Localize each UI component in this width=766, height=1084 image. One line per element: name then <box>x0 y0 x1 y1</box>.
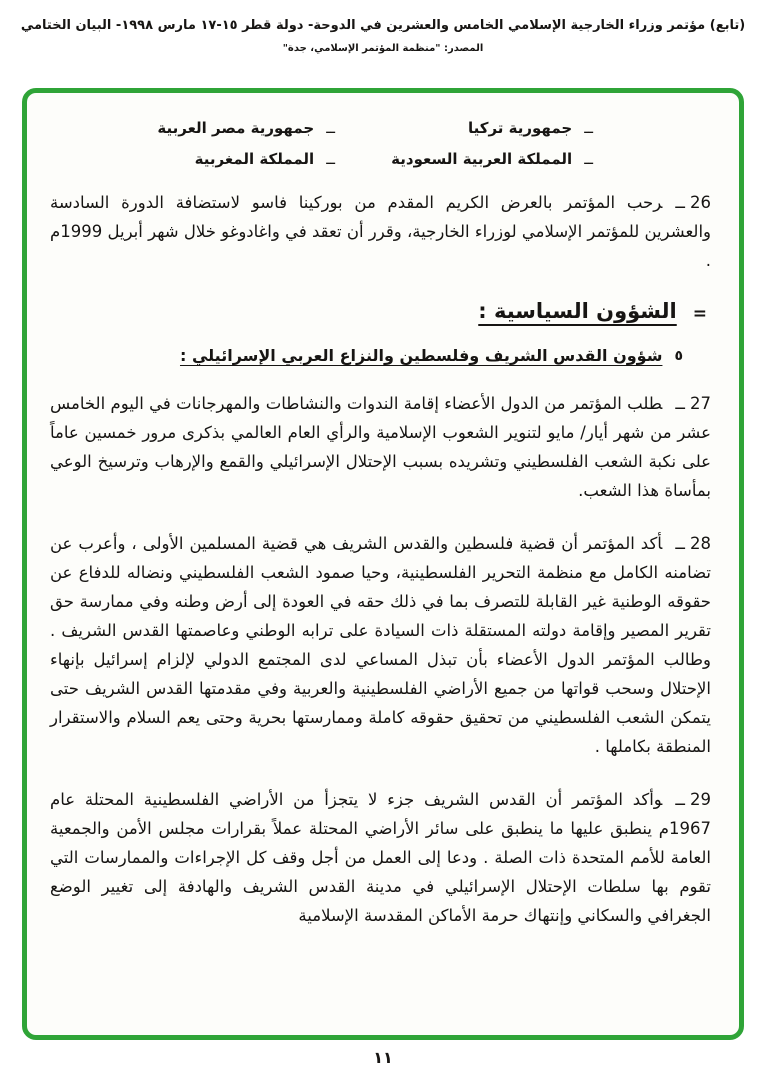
country-name: جمهورية تركيا <box>468 119 573 137</box>
content-frame <box>22 88 744 1040</box>
item-number: 29 <box>690 790 711 809</box>
item-text: أكد المؤتمر أن قضية فلسطين والقدس الشريف هي قضية المسلمين الأولى ، وأعرب عن تضامنه الكامل مع منظمة التحرير الفلسطينية، وحيا صمود الشعب الفلسطيني ونضاله للدفاع عن حقوقه الوطنية غير القابلة للتصرف بما في ذلك حقه في العودة إلى أرض وطنه وفي ممارسة حق تقرير المصير وإقامة دولته المستقلة ذات السيادة على ترابه الوطني وعاصمتها القدس الشريف . وطالب المؤتمر الدول الأعضاء بأن تبذل المساعي لدى المجتمع الدولي لإلزام إسرائيل بإنهاء الإحتلال وسحب قواتها من جميع الأراضي الفلسطينية والعربية وفي مقدمتها القدس الشريف حتى يتمكن الشعب الفلسطيني من تحقيق حقوقه كاملة وممارستها بحرية وحتى يعم السلام والاستقرار المنطقة بكاملها . <box>50 534 711 756</box>
header-title-line: (تابع) مؤتمر وزراء الخارجية الإسلامي الخامس والعشرين في الدوحة- دولة قطر ١٥-١٧ مارس ١٩٩٨- البيان الختامي <box>20 18 746 33</box>
item-text: طلب المؤتمر من الدول الأعضاء إقامة الندوات والنشاطات والمهرجانات في اليوم الخامس عشر من شهر أيار/ مايو لتنوير الشعوب الإسلامية والرأي العام العالمي بذكرى مرور خمسين عاماً على نكبة الشعب الفلسطيني وتشريده بسبب الإحتلال الإسرائيلي والقمع والإرهاب وترسيخ الوعي بمأساة هذا الشعب. <box>50 394 711 500</box>
item-27 <box>50 389 711 505</box>
subsection-marker: ٥ <box>674 347 683 364</box>
header-source-line: المصدر: "منظمة المؤتمر الإسلامي، جدة" <box>282 43 484 54</box>
page-footer <box>0 1048 766 1067</box>
item-number: 28 <box>690 534 711 553</box>
item-text: وأكد المؤتمر أن القدس الشريف جزء لا يتجزأ من الأراضي الفلسطينية المحتلة عام 1967م ينطبق عليها ما ينطبق على سائر الأراضي المحتلة عملاً بقرارات مجلس الأمن والجمعية العامة للأمم المتحدة ذات الصلة . ودعا إلى العمل من أجل وقف كل الإجراءات والممارسات التي تقوم بها سلطات الإحتلال الإسرائيلي في مدينة القدس الشريف والهادفة إلى تغيير الوضع الجغرافي والسكاني وإنتهاك حرمة الأماكن المقدسة الإسلامية <box>50 790 711 925</box>
country-entry-egypt <box>50 119 335 137</box>
section-marker: = <box>692 304 707 324</box>
item-dash-marker: ــ <box>675 790 685 809</box>
country-row <box>50 150 593 168</box>
country-row <box>50 119 593 137</box>
item-dash-marker: ــ <box>675 394 685 413</box>
country-entry-turkey <box>335 119 593 137</box>
subsection-title: شؤون القدس الشريف وفلسطين والنزاع العربي الإسرائيلي : <box>179 346 663 365</box>
dash-marker: ــ <box>326 150 335 168</box>
page-number: ١١ <box>373 1048 393 1067</box>
document-header <box>8 18 758 54</box>
country-list <box>50 119 711 168</box>
item-28 <box>50 529 711 761</box>
subsection-heading-jerusalem <box>50 346 711 365</box>
dash-marker: ــ <box>584 119 593 137</box>
country-name: المملكة المغربية <box>194 150 315 168</box>
country-entry-saudi-arabia <box>335 150 593 168</box>
item-dash-marker: ــ <box>675 193 685 212</box>
item-26 <box>50 188 711 275</box>
dash-marker: ــ <box>584 150 593 168</box>
item-number: 27 <box>690 394 711 413</box>
country-name: المملكة العربية السعودية <box>391 150 573 168</box>
dash-marker: ــ <box>326 119 335 137</box>
country-entry-morocco <box>50 150 335 168</box>
section-heading-political <box>50 299 707 324</box>
section-title: الشؤون السياسية : <box>478 299 677 323</box>
country-name: جمهورية مصر العربية <box>157 119 315 137</box>
item-29 <box>50 785 711 930</box>
item-text: رحب المؤتمر بالعرض الكريم المقدم من بوركينا فاسو لاستضافة الدورة السادسة والعشرين للمؤتمر الإسلامي لوزراء الخارجية، وقرر أن تعقد في واغادوغو خلال شهر أبريل 1999م . <box>50 193 711 270</box>
item-number: 26 <box>690 193 711 212</box>
item-dash-marker: ــ <box>675 534 685 553</box>
